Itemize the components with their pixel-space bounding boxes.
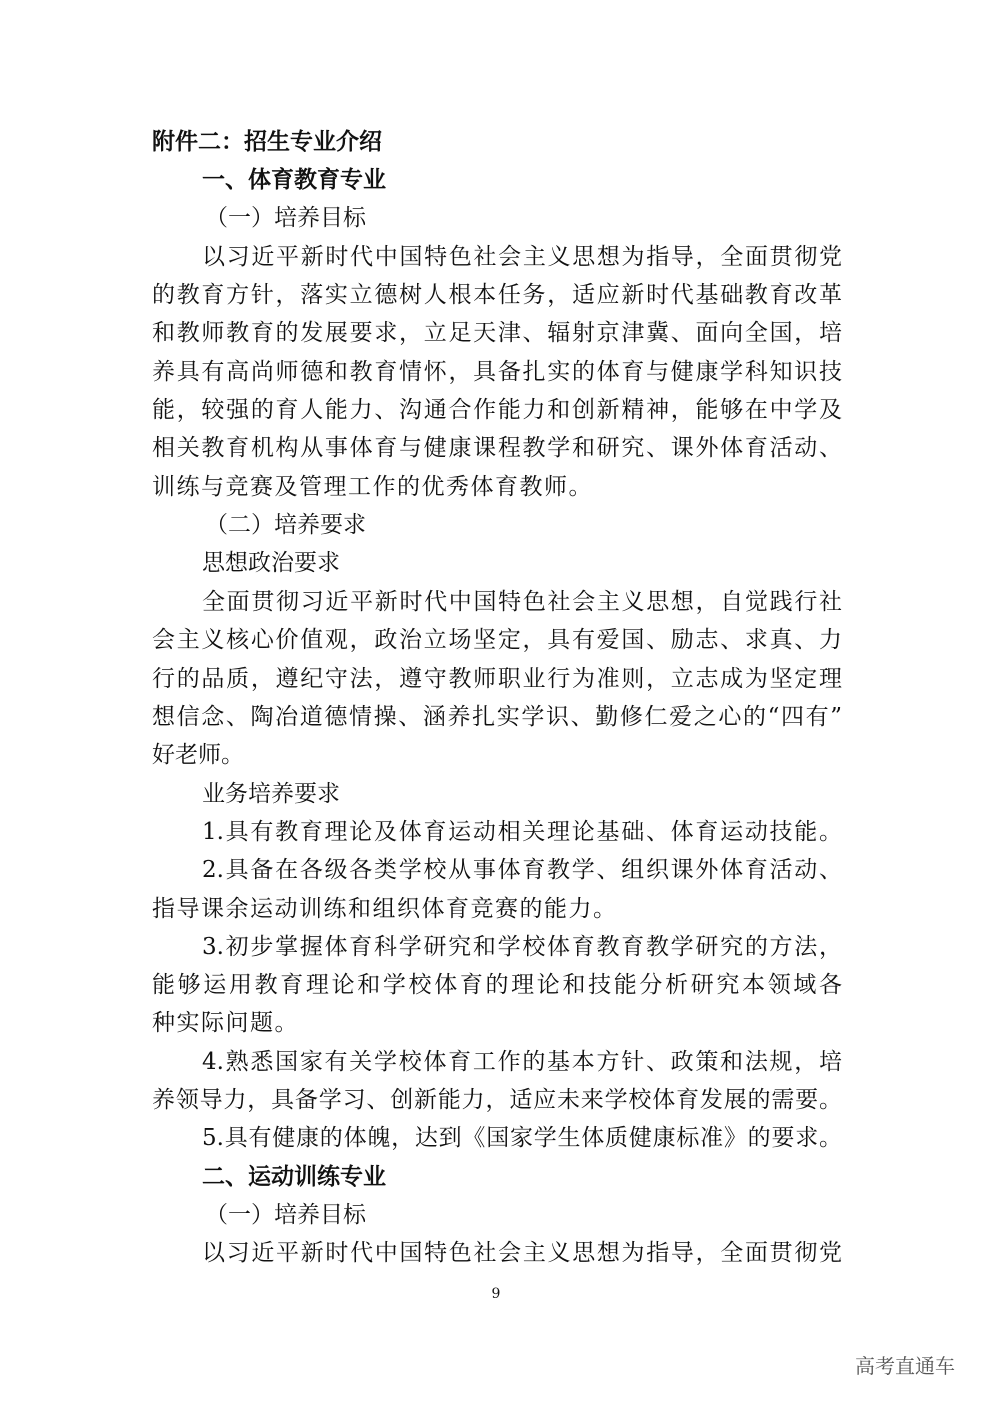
paragraph-line: 行的品质，遵纪守法，遵守教师职业行为准则，立志成为坚定理 — [152, 666, 842, 692]
list-item-continued: 能够运用教育理论和学校体育的理论和技能分析研究本领域各 — [152, 972, 842, 998]
list-item: 5.具有健康的体魄，达到《国家学生体质健康标准》的要求。 — [202, 1125, 842, 1151]
attachment-title: 附件二：招生专业介绍 — [152, 128, 382, 155]
subsection-heading: （二）培养要求 — [205, 512, 366, 538]
subsection-heading: （一）培养目标 — [205, 1202, 366, 1228]
watermark: 高考直通车 — [855, 1354, 955, 1378]
subsection-heading: （一）培养目标 — [205, 205, 366, 231]
list-item: 2.具备在各级各类学校从事体育教学、组织课外体育活动、 — [202, 857, 842, 883]
list-item-continued: 指导课余运动训练和组织体育竞赛的能力。 — [152, 896, 618, 922]
list-item: 3.初步掌握体育科学研究和学校体育教育教学研究的方法， — [202, 934, 842, 960]
paragraph-line: 和教师教育的发展要求，立足天津、辐射京津冀、面向全国，培 — [152, 320, 842, 346]
paragraph-line: 训练与竞赛及管理工作的优秀体育教师。 — [152, 474, 593, 500]
subheading: 业务培养要求 — [202, 781, 340, 807]
list-item-continued: 养领导力，具备学习、创新能力，适应未来学校体育发展的需要。 — [152, 1087, 842, 1113]
list-item-continued: 种实际问题。 — [152, 1010, 299, 1036]
paragraph-line: 好老师。 — [152, 742, 244, 768]
subheading: 思想政治要求 — [202, 550, 340, 576]
paragraph-line: 养具有高尚师德和教育情怀，具备扎实的体育与健康学科知识技 — [152, 359, 842, 385]
page-number: 9 — [491, 1286, 501, 1302]
paragraph-line: 能，较强的育人能力、沟通合作能力和创新精神，能够在中学及 — [152, 397, 842, 423]
paragraph-line: 相关教育机构从事体育与健康课程教学和研究、课外体育活动、 — [152, 435, 842, 461]
list-item: 4.熟悉国家有关学校体育工作的基本方针、政策和法规，培 — [202, 1049, 842, 1075]
paragraph-line: 的教育方针，落实立德树人根本任务，适应新时代基础教育改革 — [152, 282, 842, 308]
paragraph-line: 想信念、陶冶道德情操、涵养扎实学识、勤修仁爱之心的“四有” — [152, 704, 842, 730]
paragraph-line: 会主义核心价值观，政治立场坚定，具有爱国、励志、求真、力 — [152, 627, 842, 653]
paragraph-line: 以习近平新时代中国特色社会主义思想为指导，全面贯彻党 — [202, 244, 842, 270]
paragraph-line: 全面贯彻习近平新时代中国特色社会主义思想，自觉践行社 — [202, 589, 842, 615]
section-heading: 一、体育教育专业 — [202, 166, 386, 193]
list-item: 1.具有教育理论及体育运动相关理论基础、体育运动技能。 — [202, 819, 842, 845]
paragraph-line: 以习近平新时代中国特色社会主义思想为指导，全面贯彻党 — [202, 1240, 842, 1266]
section-heading: 二、运动训练专业 — [202, 1163, 386, 1190]
